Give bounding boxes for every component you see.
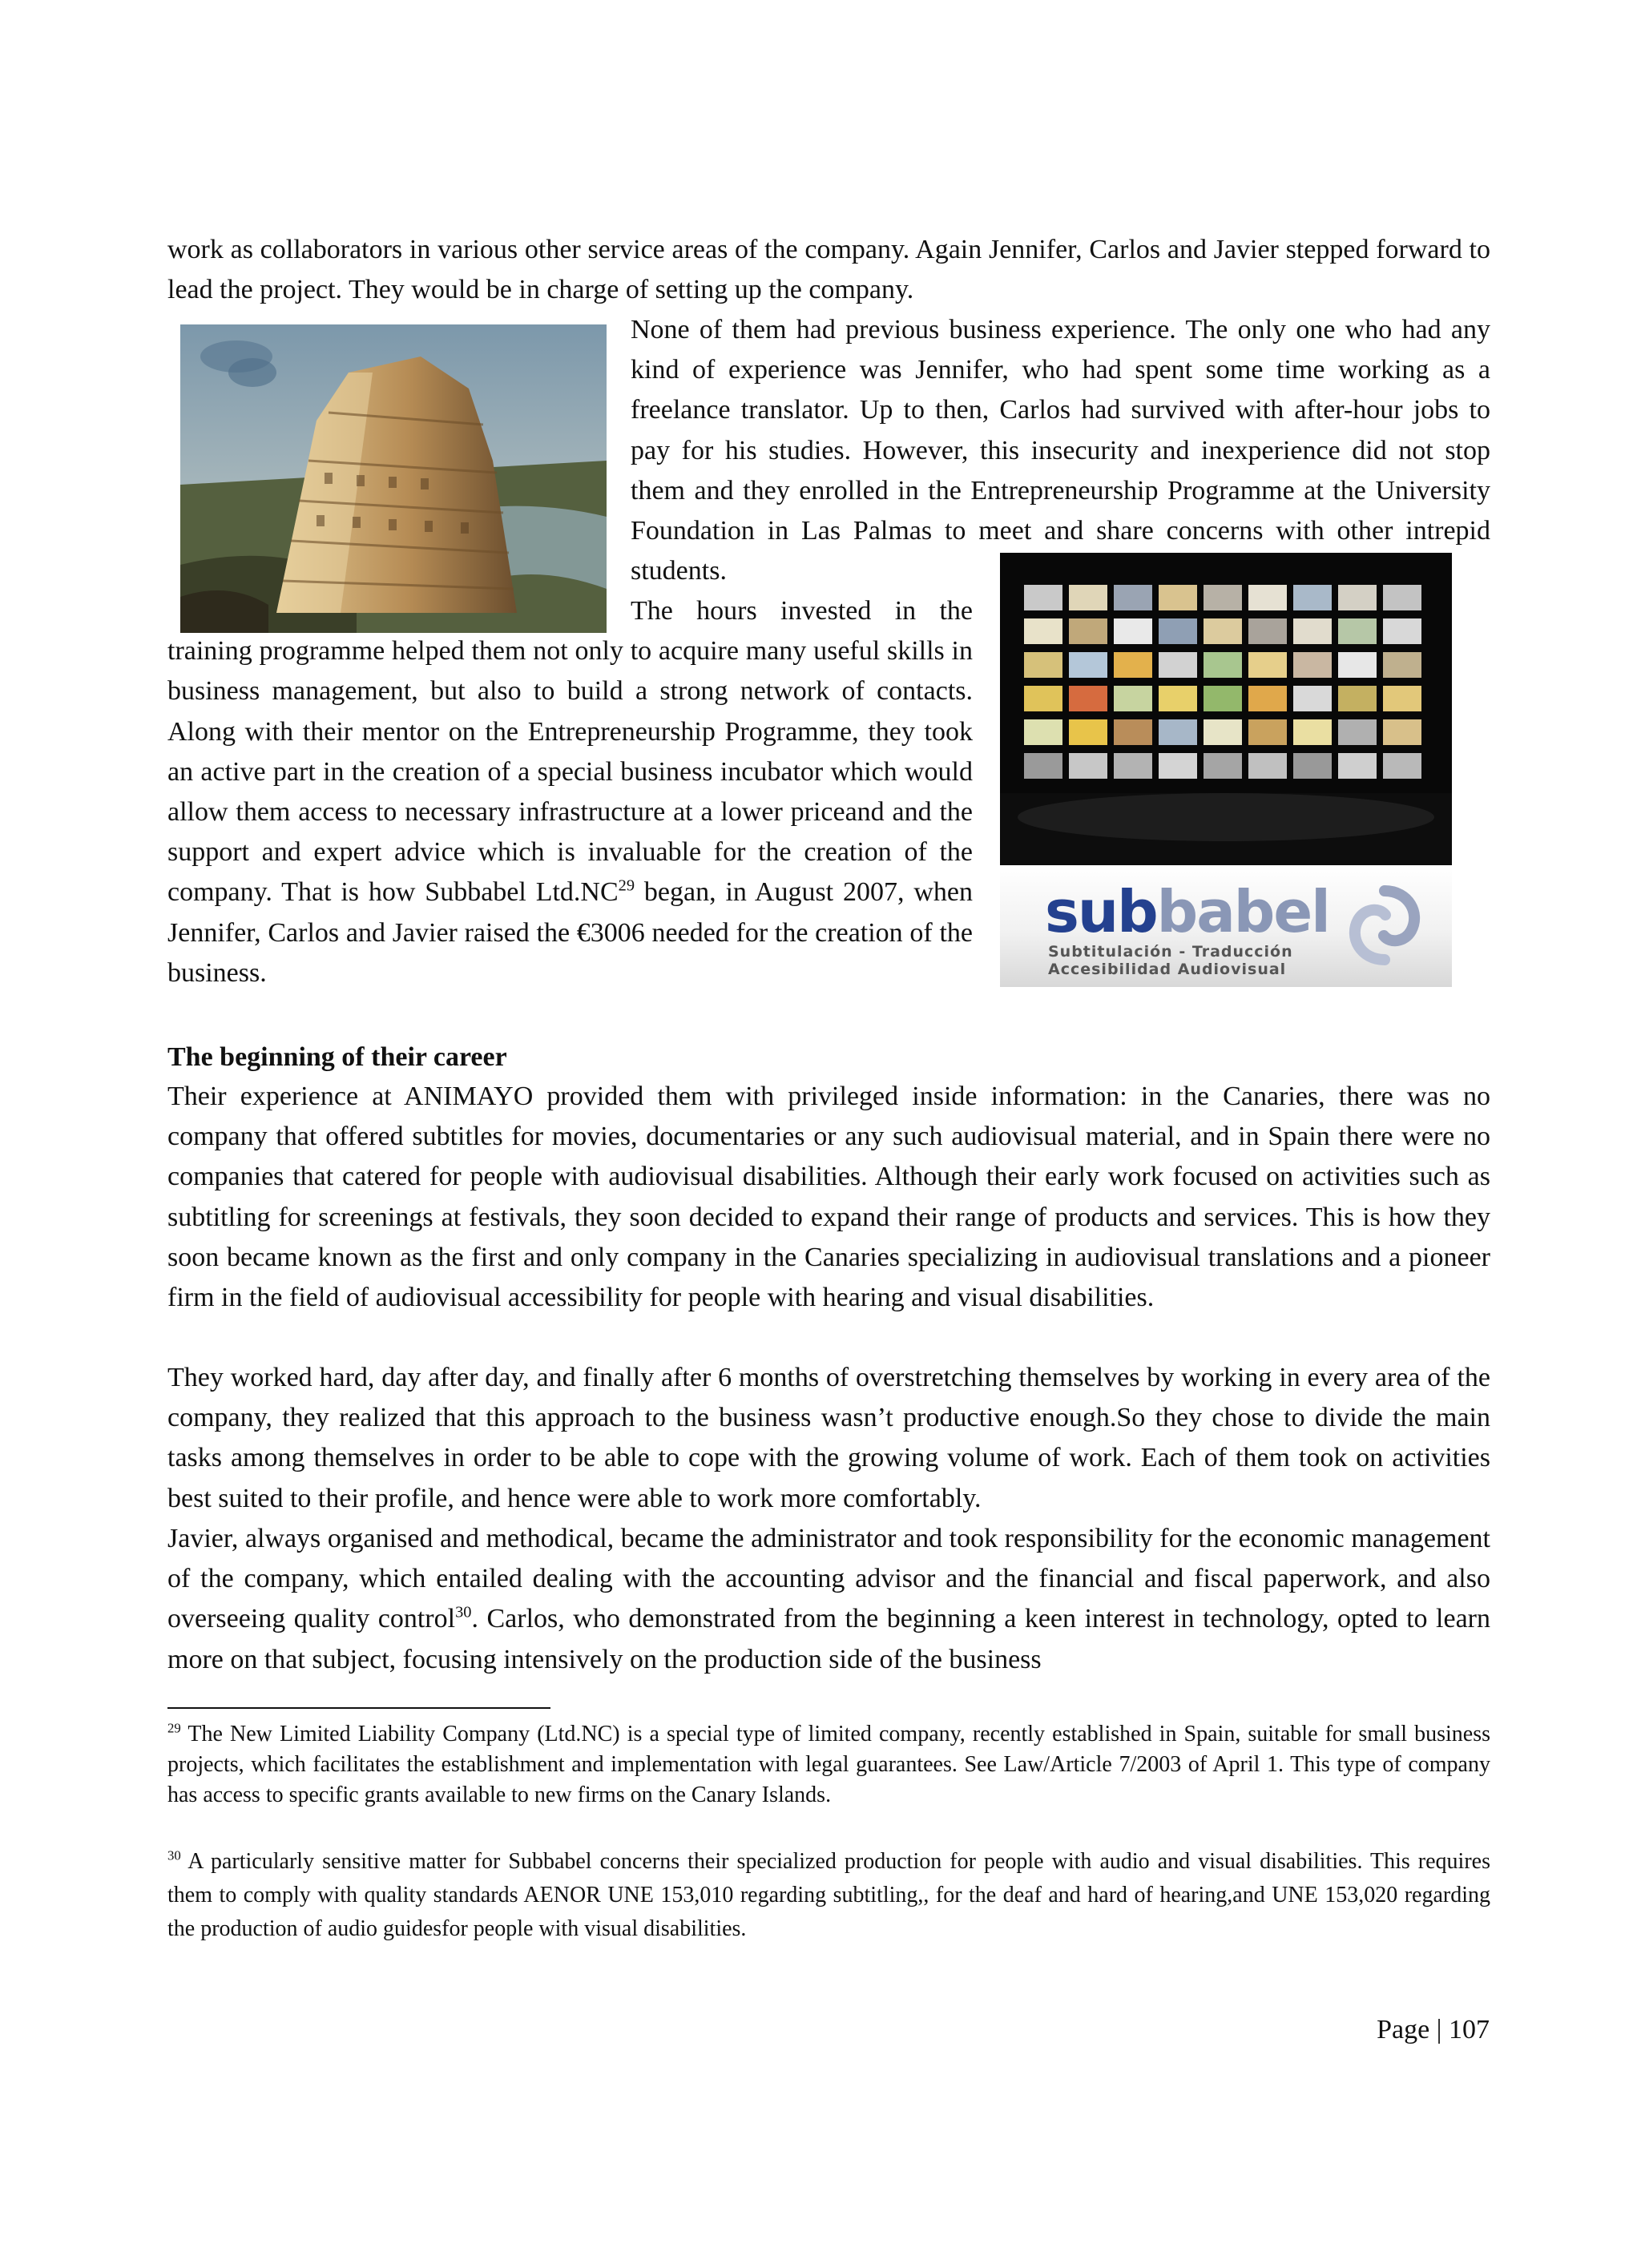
spiral-logo-icon [1341, 881, 1429, 969]
footnote-number: 30 [167, 1847, 181, 1863]
video-wall-graphic [1000, 553, 1452, 865]
body-paragraph: They worked hard, day after day, and finally after 6 months of overstretching themselves by working in every area of the company, they realized that this approach to the business wasn’t productive enough.So they chose to divide the main tasks among themselves in order to be able to cope with the growing volume of work. Each of them took on activities best suited to their profile, and hence were able to work more comfortably. [167, 1363, 1490, 1513]
logo-wordmark: subbabel [1045, 878, 1329, 945]
footnote-text: A particularly sensitive matter for Subbabel concerns their specialized production for people with audio and visual disabilities. This requires them to comply with quality standards AENOR UNE 153,010 regarding subtitling,, for the deaf and hard of hearing,and UNE 153,020 regarding the production of audio guidesfor people with visual disabilities. [167, 1849, 1490, 1941]
body-text: Javier, always organised and methodical, became the administrator and took responsibility for the economic management of the company, which entailed dealing with the accounting advisor and the financial and fiscal paperwork, and also overseeing quality control [167, 1524, 1490, 1634]
body-paragraph: Their experience at ANIMAYO provided them with privileged inside information: in the Canaries, there was no company that offered subtitles for movies, documentaries or any such audiovisual material, and in Spain there were no companies that catered for people with audiovisual disabilities. Although their early work focused on activities such as subtitling for screenings at festivals, they soon decided to expand their range of products and services. This is how they soon became known as the first and only company in the Canaries specializing in audiovisual translations and a pioneer firm in the field of audiovisual accessibility for people with hearing and visual disabilities. [167, 1082, 1490, 1313]
tower-of-babel-painting [180, 324, 607, 633]
footnote [167, 1845, 1490, 1946]
footnote-number: 29 [167, 1720, 181, 1736]
body-text: The hours invested in the training programme helped them not only to acquire many useful skills in business management, but also to build a strong network of contacts. Along with their mentor on the Entrepreneurship Programme, they took an active part in the creation of a special business incubator which would allow them access to necessary infrastructure at a lower priceand and the support and expert advice which is invaluable for the creation of the company. That is how Subbabel Ltd.NC [167, 596, 973, 908]
subbabel-logo-image [1000, 553, 1452, 987]
body-text: . Carlos, who demonstrated from the beginning a keen interest in technology, opted to learn more on that subject, focusing intensively on the production side of the business [167, 1604, 1490, 1674]
footnote-separator [167, 1707, 550, 1709]
body-paragraph: work as collaborators in various other service areas of the company. Again Jennifer, Carlos and Javier stepped forward to lead the project. They would be in charge of setting up the company. [167, 235, 1490, 305]
footnote [167, 1719, 1490, 1811]
footnote-text: The New Limited Liability Company (Ltd.NC) is a special type of limited company, recently established in Spain, suitable for small business projects, which facilitates the establishment and implementation with legal guarantees. See Law/Article 7/2003 of April 1. This type of company has access to specific grants available to new firms on the Canary Islands. [167, 1722, 1490, 1807]
subbabel-logo [1000, 865, 1452, 987]
section-heading: The beginning of their career [167, 1042, 507, 1072]
body-paragraph [167, 591, 973, 993]
logo-tagline: Accesibilidad Audiovisual [1048, 961, 1287, 978]
page-number: Page | 107 [1377, 2015, 1490, 2044]
body-text: began, in August 2007, when Jennifer, Carlos and Javier raised the €3006 needed for the creation of the business. [167, 877, 973, 988]
footnote-ref: 29 [618, 877, 635, 896]
body-paragraph [167, 1519, 1490, 1680]
footnote-ref: 30 [455, 1604, 472, 1622]
body-paragraph: None of them had previous business experience. The only one who had any kind of experience was Jennifer, who had spent some time working as a freelance translator. Up to then, Carlos had survived with after-hour jobs to pay for his studies. However, this insecurity and inexperience did not stop them and they enrolled in the Entrepreneurship Programme at the University Foundation in Las Palmas to meet and share concerns with other intrepid students. [631, 315, 1490, 586]
logo-tagline: Subtitulación - Traducción [1048, 943, 1293, 961]
